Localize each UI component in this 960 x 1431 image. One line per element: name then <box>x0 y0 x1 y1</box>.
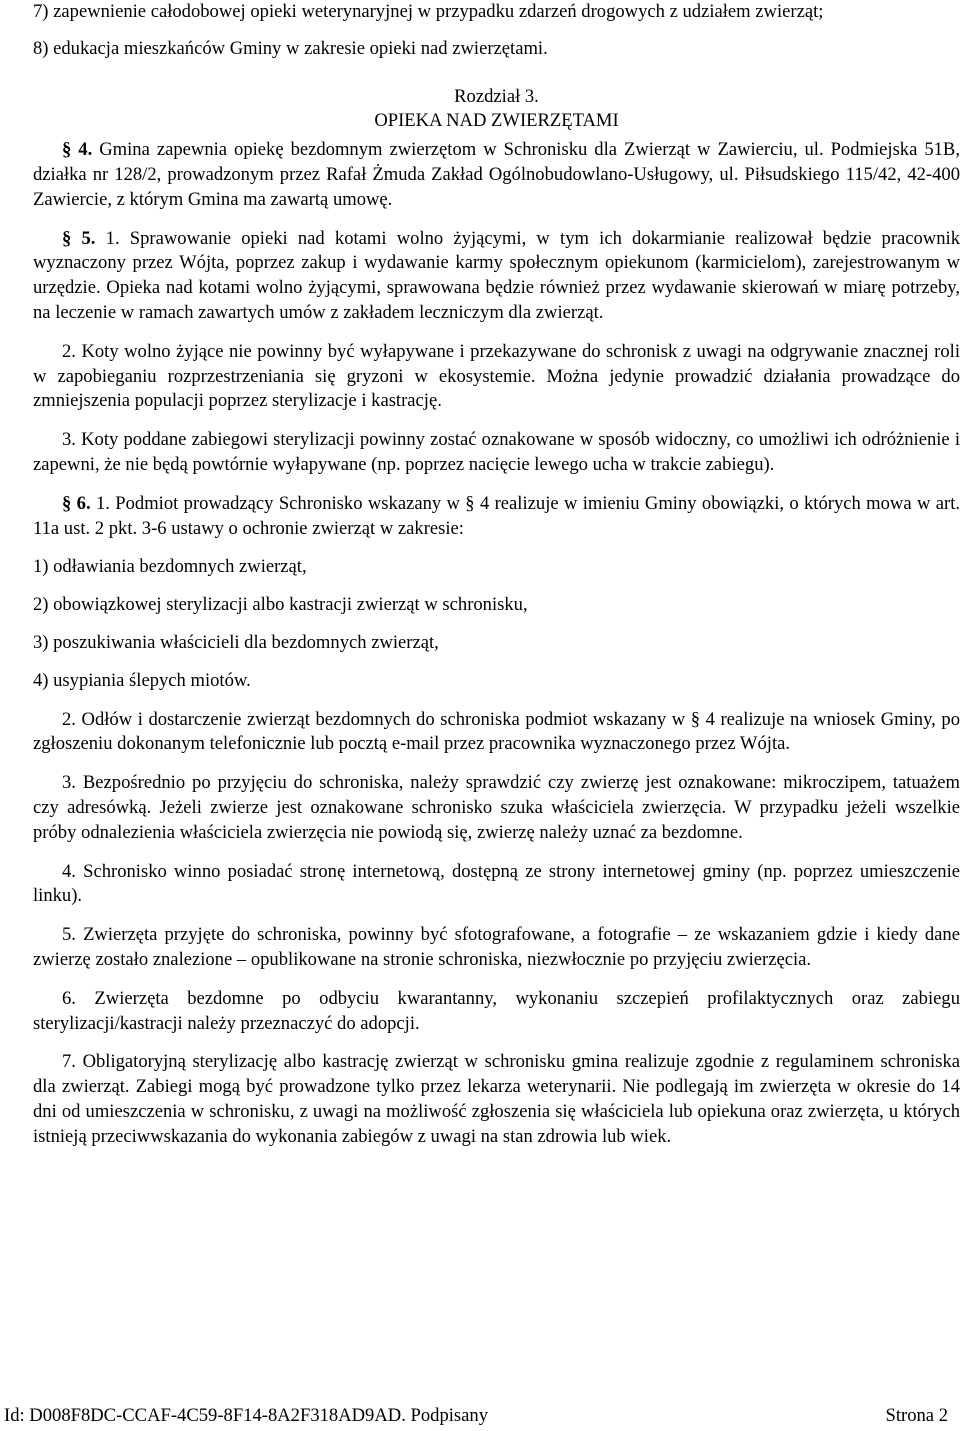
section-6-label: § 6. <box>62 492 91 514</box>
section-4 <box>33 138 960 212</box>
paragraph-number: 2. <box>62 708 76 730</box>
paragraph-number: 7. <box>62 1051 76 1073</box>
paragraph-text: Zwierzęta przyjęte do schroniska, powinny być sfotografowane, a fotografie – ze wskazaniem gdzie i kiedy dane zwierzę zostało znalezione – opublikowane na stronie schroniska, niezwłocznie po przyjęciu zwierzęcia. <box>33 924 960 970</box>
section-6-para-1 <box>33 492 960 542</box>
document-page <box>33 0 960 1163</box>
paragraph-number: 1. <box>105 227 120 249</box>
section-5-para-1 <box>33 227 960 326</box>
section-5-para-2 <box>33 340 960 414</box>
paragraph-number: 2. <box>62 340 76 362</box>
page-footer <box>4 1404 948 1429</box>
paragraph-number: 3. <box>62 772 76 794</box>
document-id: Id: D008F8DC-CCAF-4C59-8F14-8A2F318AD9AD. Podpisany <box>4 1405 488 1426</box>
paragraph-number: 1. <box>95 492 110 514</box>
section-6-para-4 <box>33 860 960 910</box>
section-5-label: § 5. <box>62 227 96 249</box>
section-6-para-3 <box>33 771 960 845</box>
section-6-para-5 <box>33 923 960 973</box>
list-item: 1) odławiania bezdomnych zwierząt, <box>33 556 307 578</box>
paragraph-text: Koty wolno żyjące nie powinny być wyłapywane i przekazywane do schronisk z uwagi na odgrywanie znacznej roli w zapobieganiu rozprzestrzeniania się gryzoni w ekosystemie. Można jedynie prowadzić działania prowadzące do zmniejszenia populacji poprzez sterylizacje i kastrację. <box>33 340 960 412</box>
paragraph-text: Schronisko winno posiadać stronę internetową, dostępną ze strony internetowej gminy (np. poprzez umieszczenie linku). <box>33 860 960 907</box>
paragraph-text: Podmiot prowadzący Schronisko wskazany w § 4 realizuje w imieniu Gminy obowiązki, o których mowa w art. 11a ust. 2 pkt. 3-6 ustawy o ochronie zwierząt w zakresie: <box>33 492 960 539</box>
section-5-para-3 <box>33 428 960 478</box>
paragraph-number: 6. <box>62 987 76 1009</box>
paragraph-text: Bezpośrednio po przyjęciu do schroniska, należy sprawdzić czy zwierzę jest oznakowane: mikroczipem, tatuażem czy adresówką. Jeżeli zwierze jest oznakowane schronisko szuka właściciela zwierzęcia. W przypadku jeżeli wszelkie próby odnalezienia właściciela zwierzęcia nie powiodą się, zwierzę należy uznać za bezdomne. <box>33 772 960 843</box>
list-item: 2) obowiązkowej sterylizacji albo kastracji zwierząt w schronisku, <box>33 594 528 616</box>
paragraph-number: 4. <box>62 860 76 882</box>
list-item: 4) usypiania ślepych miotów. <box>33 669 251 691</box>
section-4-label: § 4. <box>62 139 93 161</box>
paragraph-text: Koty poddane zabiegowi sterylizacji powinny zostać oznakowane w sposób widoczny, co umożliwi ich odróżnienie i zapewni, że nie będą powtórnie wyłapywane (np. poprzez nacięcie lewego ucha w trakcie zabiegu). <box>33 429 960 475</box>
section-4-text: Gmina zapewnia opiekę bezdomnym zwierzętom w Schronisku dla Zwierząt w Zawierciu, ul. Podmiejska 51B, działka nr 128/2, prowadzonym przez Rafał Żmuda Zakład Ogólnobudowlano-Usługowy, ul. Piłsudskiego 115/42, 42-400 Zawiercie, z którym Gmina ma zawartą umowę. <box>33 139 960 210</box>
chapter-title: OPIEKA NAD ZWIERZĘTAMI <box>374 110 619 132</box>
list-item: 3) poszukiwania właścicieli dla bezdomnych zwierząt, <box>33 631 439 653</box>
section-6-para-7 <box>33 1050 960 1149</box>
page-number: Strona 2 <box>885 1405 948 1426</box>
list-item-8: 8) edukacja mieszkańców Gminy w zakresie opieki nad zwierzętami. <box>33 37 548 59</box>
paragraph-text: Sprawowanie opieki nad kotami wolno żyjącymi, w tym ich dokarmianie realizował będzie pracownik wyznaczony przez Wójta, poprzez zakup i wydawanie karmy społecznym opiekunom (karmicielom), zarejestrowanym w urzędzie. Opieka nad kotami wolno żyjącymi, sprawowana będzie również przez wydawanie skierowań w miarę potrzeby, na leczenie w ramach zawartych umów z zakładem leczniczym dla zwierząt. <box>33 227 960 323</box>
section-6-para-6 <box>33 987 960 1037</box>
section-6-para-2 <box>33 708 960 758</box>
paragraph-text: Obligatoryjną sterylizację albo kastrację zwierząt w schronisku gmina realizuje zgodnie z regulaminem schroniska dla zwierząt. Zabiegi mogą być prowadzone tylko przez lekarza weterynarii. Nie podlegają im zwierzęta w okresie do 14 dni od umieszczenia w schronisku, z uwagi na możliwość zgłoszenia się właściciela lub opiekuna oraz zwierzęta, u których istnieją przeciwwskazania do wykonania zabiegów z uwagi na stan zdrowia lub wiek. <box>33 1051 960 1147</box>
chapter-number: Rozdział 3. <box>454 85 539 107</box>
paragraph-number: 3. <box>62 429 76 451</box>
paragraph-text: Odłów i dostarczenie zwierząt bezdomnych do schroniska podmiot wskazany w § 4 realizuje na wniosek Gminy, po zgłoszeniu dokonanym telefonicznie lub pocztą e-mail przez pracownika wyznaczonego przez Wójta. <box>33 708 960 755</box>
paragraph-number: 5. <box>62 924 76 946</box>
list-item-7: 7) zapewnienie całodobowej opieki weterynaryjnej w przypadku zdarzeń drogowych z udziałem zwierząt; <box>33 1 824 22</box>
paragraph-text: Zwierzęta bezdomne po odbyciu kwarantanny, wykonaniu szczepień profilaktycznych oraz zabiegu sterylizacji/kastracji należy przeznaczyć do adopcji. <box>33 987 960 1034</box>
